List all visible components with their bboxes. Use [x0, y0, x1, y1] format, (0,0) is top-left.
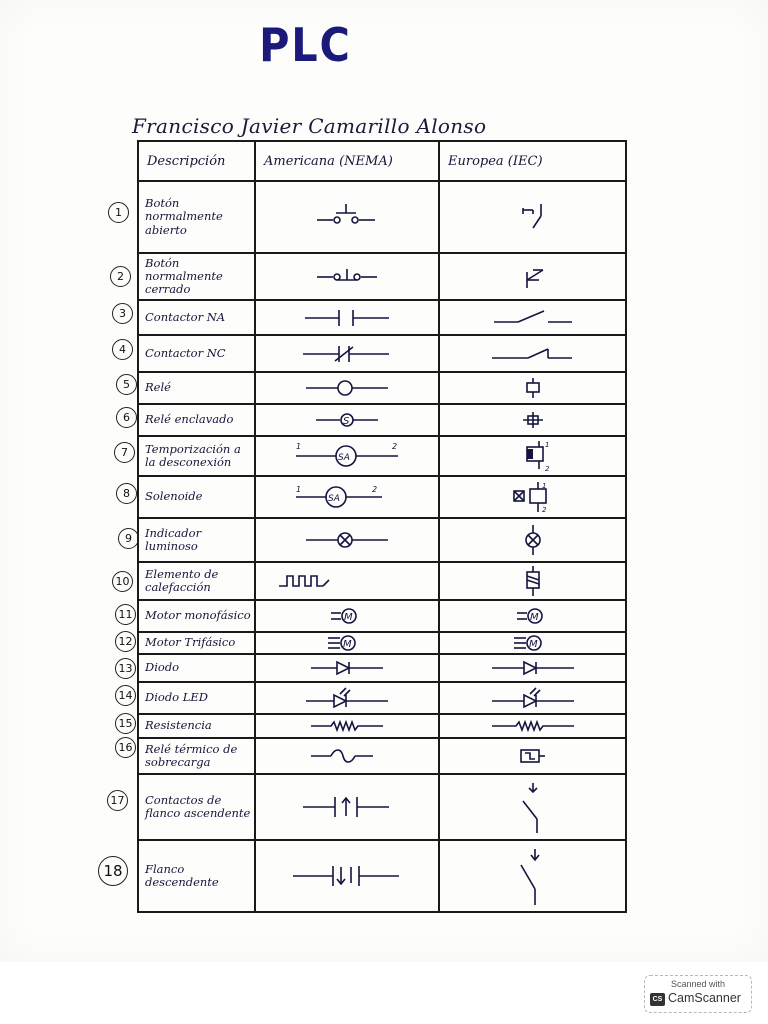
timer-label: SA: [338, 453, 350, 463]
falling-edge-contact-icon: [287, 861, 407, 891]
row-description: Solenoide: [138, 476, 255, 518]
three-phase-motor-icon: [324, 634, 370, 652]
falling-edge-contact-iec-icon: [513, 845, 553, 907]
row-description: Relé: [138, 372, 255, 404]
table-row: [138, 372, 626, 404]
iec-symbol-cell: [439, 632, 626, 654]
row-description: Temporización a la desconexión: [138, 436, 255, 476]
table-row: [138, 181, 626, 253]
iec-symbol-cell: [439, 562, 626, 600]
row-number: 13: [115, 658, 136, 679]
pushbutton-nc-iec-icon: [503, 262, 563, 292]
page-title: PLC: [259, 18, 352, 72]
camscanner-logo-icon: CS: [650, 993, 665, 1006]
table-row: [138, 600, 626, 632]
table-row: [138, 436, 626, 476]
solenoid-label: SA: [328, 494, 340, 504]
row-number: 4: [112, 339, 133, 360]
table-row: [138, 774, 626, 840]
iec-symbol-cell: [439, 335, 626, 372]
heating-element-iec-icon: [518, 564, 548, 598]
resistor-iec-icon: [488, 719, 578, 733]
svg-text:2: 2: [544, 465, 549, 473]
iec-symbol-cell: [439, 404, 626, 436]
nema-symbol-cell: [255, 181, 439, 253]
nema-symbol-cell: [255, 774, 439, 840]
three-phase-motor-iec-icon: [510, 634, 556, 652]
pin-2-label: 2: [392, 442, 398, 451]
iec-symbol-cell: [439, 682, 626, 714]
iec-symbol-cell: [439, 738, 626, 774]
nema-symbol-cell: [255, 682, 439, 714]
nema-symbol-cell: [255, 300, 439, 335]
iec-symbol-cell: [439, 372, 626, 404]
row-description: Botón normalmente cerrado: [138, 253, 255, 300]
table-row: [138, 840, 626, 912]
svg-text:M: M: [528, 639, 538, 650]
row-number: 17: [107, 790, 128, 811]
author-name: Francisco Javier Camarillo Alonso: [132, 114, 487, 138]
row-number: 18: [98, 856, 128, 886]
svg-text:2: 2: [372, 485, 378, 494]
latched-relay-iec-icon: [513, 410, 553, 430]
row-number: 14: [115, 685, 136, 706]
nema-symbol-cell: [255, 476, 439, 518]
symbols-table: [137, 140, 627, 913]
watermark-brand: CamScanner: [668, 991, 741, 1005]
svg-text:1: 1: [541, 482, 546, 490]
table-row: [138, 654, 626, 682]
relay-coil-icon: [302, 378, 392, 398]
contact-nc-iec-icon: [488, 343, 578, 365]
table-row: [138, 632, 626, 654]
row-description: Indicador luminoso: [138, 518, 255, 562]
camscanner-watermark: [644, 975, 752, 1013]
svg-text:M: M: [343, 639, 352, 650]
row-description: Relé térmico de sobrecarga: [138, 738, 255, 774]
table-row: [138, 300, 626, 335]
iec-symbol-cell: [439, 253, 626, 300]
row-number: 1: [108, 202, 129, 223]
nema-symbol-cell: [255, 436, 439, 476]
row-number: 9: [118, 528, 139, 549]
table-row: [138, 714, 626, 738]
nema-symbol-cell: [255, 404, 439, 436]
nema-symbol-cell: [255, 654, 439, 682]
row-number: 16: [115, 737, 136, 758]
solenoid-icon: [292, 482, 402, 512]
off-delay-timer-icon: [292, 441, 402, 471]
thermal-overload-icon: [307, 746, 387, 766]
header-description: Descripción: [138, 141, 255, 181]
row-description: Contactos de flanco ascendente: [138, 774, 255, 840]
contact-no-iec-icon: [488, 307, 578, 329]
rising-edge-contact-icon: [297, 792, 397, 822]
table-row: [138, 738, 626, 774]
pilot-light-iec-icon: [518, 523, 548, 557]
iec-symbol-cell: [439, 518, 626, 562]
solenoid-iec-icon: [508, 480, 558, 514]
row-description: Contactor NC: [138, 335, 255, 372]
row-number: 6: [116, 407, 137, 428]
row-number: 10: [112, 571, 133, 592]
table-row: [138, 404, 626, 436]
nema-symbol-cell: [255, 632, 439, 654]
single-phase-motor-iec-icon: [513, 606, 553, 626]
nema-symbol-cell: [255, 562, 439, 600]
pushbutton-nc-icon: [307, 265, 387, 289]
contact-no-icon: [297, 307, 397, 329]
row-number: 15: [115, 713, 136, 734]
off-delay-timer-iec-icon: [513, 439, 553, 473]
watermark-caption: Scanned with: [670, 979, 726, 989]
row-description: Contactor NA: [138, 300, 255, 335]
row-number: 12: [115, 631, 136, 652]
svg-text:2: 2: [541, 506, 546, 514]
diode-icon: [307, 659, 387, 677]
nema-symbol-cell: [255, 253, 439, 300]
pin-1-label: 1: [296, 442, 302, 451]
row-description: Relé enclavado: [138, 404, 255, 436]
table-row: [138, 476, 626, 518]
iec-symbol-cell: [439, 436, 626, 476]
nema-symbol-cell: [255, 335, 439, 372]
row-number: 7: [114, 442, 135, 463]
contact-nc-icon: [297, 343, 397, 365]
row-description: Resistencia: [138, 714, 255, 738]
nema-symbol-cell: [255, 600, 439, 632]
header-nema: Americana (NEMA): [255, 141, 439, 181]
row-description: Motor Trifásico: [138, 632, 255, 654]
iec-symbol-cell: [439, 774, 626, 840]
thermal-overload-iec-icon: [513, 744, 553, 768]
relay-coil-iec-icon: [513, 376, 553, 400]
row-description: Elemento de calefacción: [138, 562, 255, 600]
iec-symbol-cell: [439, 840, 626, 912]
nema-symbol-cell: [255, 518, 439, 562]
row-number: 8: [116, 483, 137, 504]
nema-symbol-cell: [255, 714, 439, 738]
header-row: [138, 141, 626, 181]
header-iec: Europea (IEC): [439, 141, 626, 181]
table-row: [138, 562, 626, 600]
pushbutton-no-icon: [307, 202, 387, 232]
table-row: [138, 682, 626, 714]
svg-text:S: S: [343, 416, 350, 427]
row-description: Flanco descendente: [138, 840, 255, 912]
row-description: Diodo LED: [138, 682, 255, 714]
led-icon: [302, 687, 392, 709]
nema-symbol-cell: [255, 738, 439, 774]
row-number: 5: [116, 374, 137, 395]
iec-symbol-cell: [439, 654, 626, 682]
row-number: 11: [115, 604, 136, 625]
motor-label: M: [344, 612, 353, 623]
row-number: 2: [110, 266, 131, 287]
iec-symbol-cell: [439, 714, 626, 738]
row-description: Diodo: [138, 654, 255, 682]
row-description: Botón normalmente abierto: [138, 181, 255, 253]
table-row: [138, 253, 626, 300]
nema-symbol-cell: [255, 372, 439, 404]
iec-symbol-cell: [439, 300, 626, 335]
table-row: [138, 518, 626, 562]
row-number: 3: [112, 303, 133, 324]
latched-relay-icon: [312, 410, 382, 430]
resistor-icon: [307, 719, 387, 733]
led-iec-icon: [488, 687, 578, 709]
heating-element-icon: [267, 570, 427, 592]
svg-text:M: M: [529, 612, 539, 623]
rising-edge-contact-iec-icon: [513, 779, 553, 835]
table-row: [138, 335, 626, 372]
pilot-light-icon: [302, 529, 392, 551]
nema-symbol-cell: [255, 840, 439, 912]
diode-iec-icon: [488, 659, 578, 677]
iec-symbol-cell: [439, 476, 626, 518]
iec-symbol-cell: [439, 600, 626, 632]
pushbutton-no-iec-icon: [503, 200, 563, 234]
single-phase-motor-icon: [327, 606, 367, 626]
row-description: Motor monofásico: [138, 600, 255, 632]
svg-text:1: 1: [544, 441, 549, 449]
svg-text:1: 1: [296, 485, 302, 494]
iec-symbol-cell: [439, 181, 626, 253]
